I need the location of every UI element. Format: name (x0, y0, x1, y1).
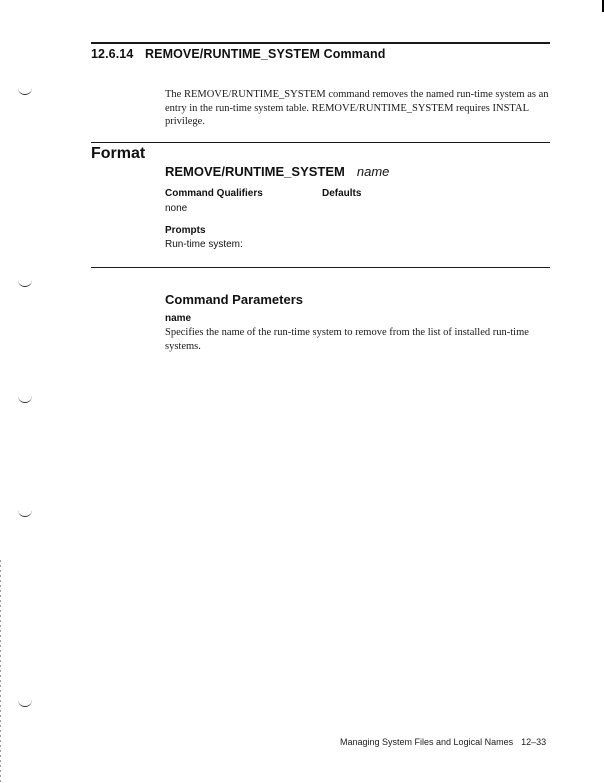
prompts-value: Run-time system: (165, 239, 243, 250)
margin-mark (18, 700, 32, 707)
scan-edge (0, 560, 1, 783)
qualifiers-value: none (165, 203, 188, 214)
section-header (91, 47, 385, 61)
command-parameter: name (356, 164, 390, 179)
format-heading: Format (91, 145, 146, 162)
footer-page-number: 12–33 (521, 737, 547, 747)
parameters-heading: Command Parameters (165, 292, 303, 307)
section-title: REMOVE/RUNTIME_SYSTEM Command (145, 47, 386, 61)
prompts-header: Prompts (165, 225, 206, 236)
qualifiers-header: Command Qualifiers (165, 188, 263, 199)
margin-mark (18, 510, 32, 517)
parameter-name: name (165, 313, 192, 324)
parameters-rule (91, 267, 550, 268)
command-description: The REMOVE/RUNTIME_SYSTEM command removes the named run-time system as an entry in the run-time system table. REMOVE/RUNTIME_SYSTEM requires INSTAL privilege. (165, 89, 549, 127)
section-number: 12.6.14 (91, 47, 134, 61)
format-rule (91, 142, 550, 143)
footer-chapter-title: Managing System Files and Logical Names (340, 737, 514, 747)
parameter-description: Specifies the name of the run-time system to remove from the list of installed run-time systems. (165, 327, 529, 352)
page-footer (340, 737, 546, 747)
command-syntax (165, 164, 389, 179)
margin-mark (18, 280, 32, 287)
defaults-header: Defaults (322, 188, 362, 199)
margin-mark (18, 396, 32, 403)
section-top-rule (91, 42, 550, 44)
margin-mark (18, 88, 32, 95)
command-name: REMOVE/RUNTIME_SYSTEM (165, 164, 345, 179)
